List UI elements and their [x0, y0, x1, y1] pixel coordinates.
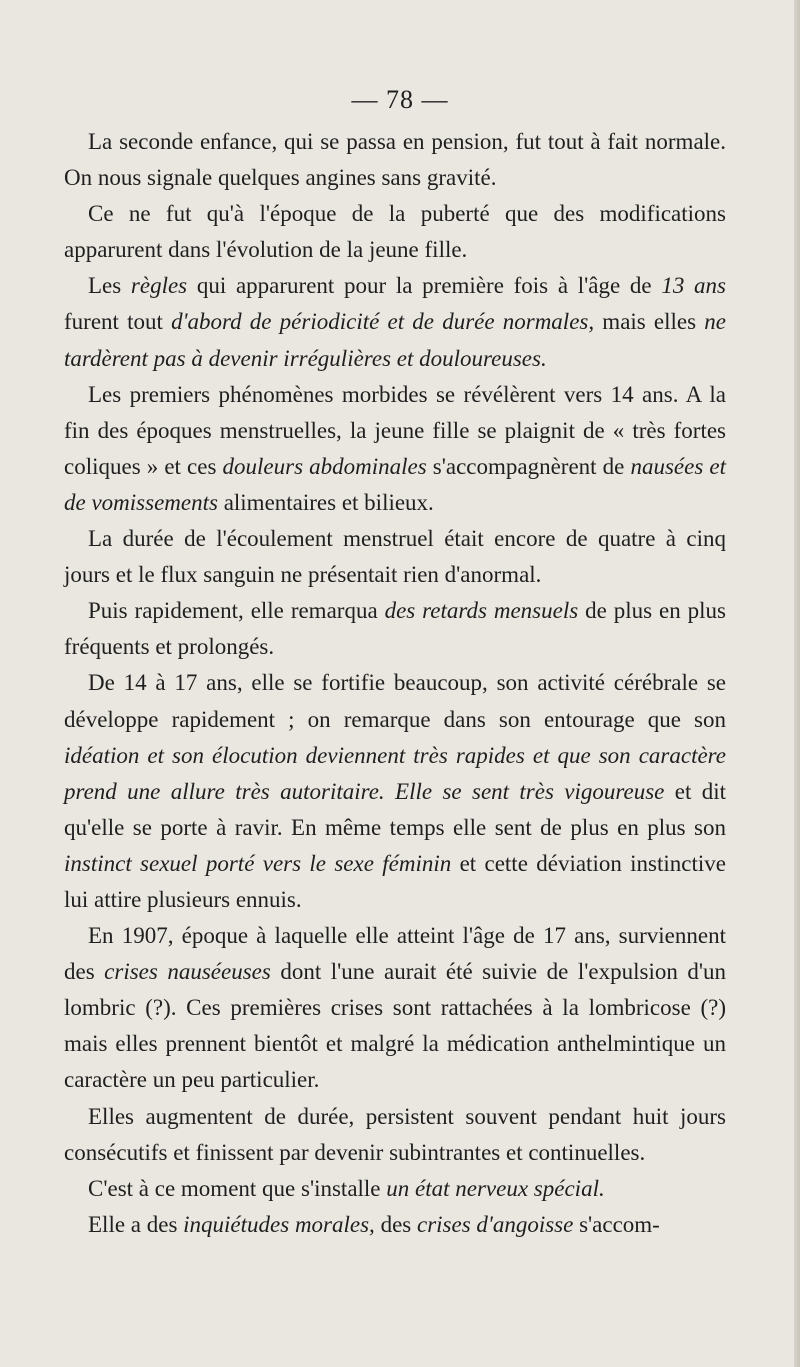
paragraph — [64, 377, 726, 521]
paragraph — [64, 124, 726, 196]
italic-text: nausées et de vomissements — [64, 453, 726, 515]
text-run: et cette déviation instinctive lui attire plusieurs ennuis. — [64, 850, 726, 912]
text-run: et dit qu'elle se porte à ravir. En même temps elle sent de plus en plus son — [64, 778, 726, 840]
text-run: de plus en plus fréquents et prolongés. — [64, 598, 726, 660]
page-number: — 78 — — [351, 85, 449, 114]
italic-text: douleurs abdominales — [222, 453, 427, 479]
text-run: alimentaires et bilieux. — [217, 489, 434, 515]
italic-text: 13 ans — [661, 273, 726, 299]
italic-text: ne tardèrent pas à devenir irrégulières et douloureuses. — [64, 309, 726, 371]
italic-text: d'abord de périodicité et de durée normales, — [171, 309, 595, 335]
text-run: En 1907, époque à laquelle elle atteint l'âge de 17 ans, surviennent des — [64, 923, 726, 985]
italic-text: idéation et son élocution deviennent très rapides et que son caractère prend une allure très autoritaire. Elle se sent très vigoureuse — [64, 742, 726, 804]
italic-text: inquiétudes morales, — [183, 1211, 375, 1237]
paragraph — [64, 521, 726, 593]
italic-text: des retards mensuels — [384, 598, 579, 624]
italic-text: crises d'angoisse — [416, 1211, 574, 1237]
italic-text: crises nauséeuses — [104, 959, 271, 985]
text-run: Les — [88, 273, 131, 299]
body-text — [64, 124, 726, 1243]
text-run: Ce ne fut qu'à l'époque de la puberté que des modifications apparurent dans l'évolution de la jeune fille. — [64, 201, 726, 263]
text-run: Puis rapidement, elle remarqua — [88, 598, 385, 624]
paragraph — [64, 918, 726, 1098]
text-run: Elles augmentent de durée, persistent souvent pendant huit jours consécutifs et finissent par devenir subintrantes et continuelles. — [64, 1103, 726, 1165]
text-run: La durée de l'écoulement menstruel était encore de quatre à cinq jours et le flux sanguin ne présentait rien d'anormal. — [64, 526, 726, 588]
paragraph — [64, 1099, 726, 1171]
paragraph — [64, 1207, 726, 1243]
paragraph — [64, 593, 726, 665]
italic-text: un état nerveux spécial. — [386, 1175, 605, 1201]
text-run: De 14 à 17 ans, elle se fortifie beaucoup, son activité cérébrale se développe rapidement ; on remarque dans son entourage que son — [64, 670, 726, 732]
paragraph — [64, 196, 726, 268]
text-run: Elle a des — [88, 1211, 184, 1237]
paragraph — [64, 268, 726, 376]
text-run: furent tout — [64, 309, 172, 335]
text-run: dont l'une aurait été suivie de l'expulsion d'un lombric (?). Ces premières crises sont rattachées à la lombricose (?) mais elles prennent bientôt et malgré la médication anthelmintique un caractère un peu particulier. — [64, 959, 726, 1093]
italic-text: règles — [130, 273, 188, 299]
text-run: La seconde enfance, qui se passa en pension, fut tout à fait normale. On nous signale quelques angines sans gravité. — [64, 129, 726, 191]
page-edge — [794, 0, 800, 1367]
text-run: Les premiers phénomènes morbides se révélèrent vers 14 ans. A la fin des époques menstruelles, la jeune fille se plaignit de « très fortes coliques » et ces — [64, 381, 726, 479]
text-run: s'accompagnèrent de — [426, 453, 631, 479]
text-run: mais elles — [594, 309, 705, 335]
paragraph — [64, 1171, 726, 1207]
paragraph — [64, 665, 726, 918]
text-run: qui apparurent pour la première fois à l'âge de — [187, 273, 662, 299]
italic-text: instinct sexuel porté vers le sexe féminin — [64, 850, 452, 876]
text-run: des — [374, 1211, 417, 1237]
text-run: s'accom- — [573, 1211, 660, 1237]
text-run: C'est à ce moment que s'installe — [88, 1175, 387, 1201]
